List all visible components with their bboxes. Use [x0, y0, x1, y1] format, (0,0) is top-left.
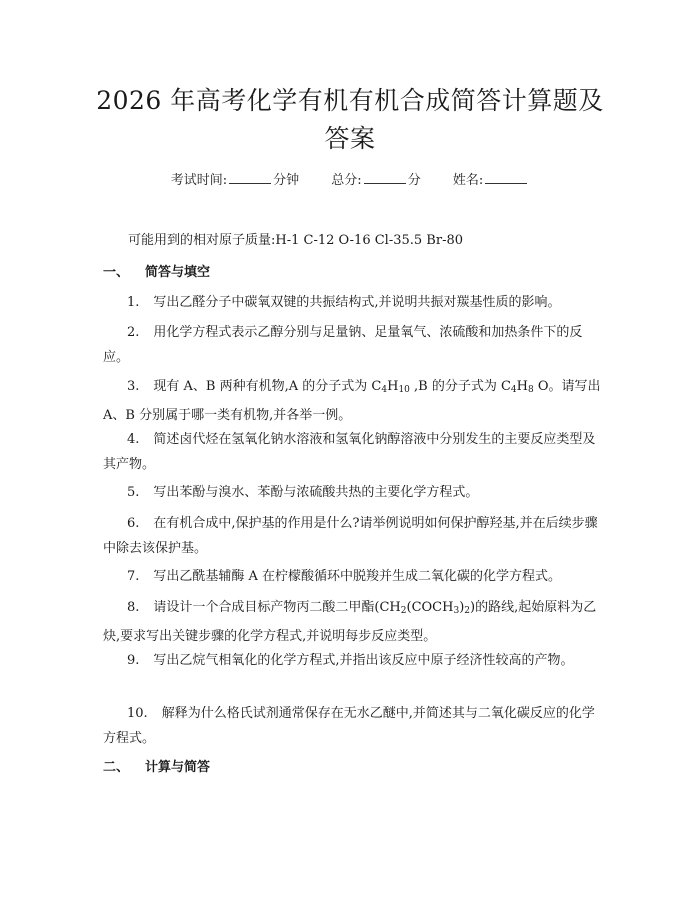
question-number: 7.: [127, 569, 140, 584]
question-text: 写出乙醛分子中碳氧双键的共振结构式,并说明共振对羰基性质的影响。: [153, 295, 561, 310]
question-7: [103, 564, 601, 589]
name-field: [453, 169, 529, 188]
question-text: 写出乙烷气相氧化的化学方程式,并指出该反应中原子经济性较高的产物。: [153, 653, 574, 668]
time-unit: 分钟: [273, 173, 300, 188]
question-number: 8.: [127, 600, 140, 615]
section-1-number: 一、: [103, 265, 130, 280]
time-blank[interactable]: [229, 171, 271, 184]
question-5: [103, 480, 601, 505]
score-field: [331, 169, 420, 188]
atomic-mass-note: 可能用到的相对原子质量:H-1 C-12 O-16 Cl-35.5 Br-80: [128, 233, 464, 248]
question-6: [103, 511, 601, 561]
question-text: 在有机合成中,保护基的作用是什么?请举例说明如何保护醇羟基,并在后续步骤中除去该保护基。: [103, 516, 598, 556]
score-label: 总分:: [331, 173, 362, 188]
name-blank[interactable]: [485, 171, 527, 184]
time-field: [171, 169, 299, 188]
text-part: )的路线,起始原料为乙炔,要求写出关键步骤的化学方程式,并说明每步反应类型。: [103, 600, 597, 644]
question-1: [103, 290, 601, 315]
document-title: [70, 82, 630, 158]
subscript: 4: [510, 385, 517, 395]
question-number: 1.: [127, 295, 140, 310]
subscript: 2: [400, 606, 407, 616]
question-text: 简述卤代烃在氢氧化钠水溶液和氢氧化钠醇溶液中分别发生的主要反应类型及其产物。: [103, 432, 596, 472]
name-label: 姓名:: [452, 173, 484, 188]
text-part: H: [516, 379, 528, 394]
section-1-title: 简答与填空: [145, 265, 211, 280]
time-label: 考试时间:: [170, 173, 228, 188]
title-line-1: 2026 年高考化学有机有机合成简答计算题及: [96, 86, 604, 115]
text-part: 现有 A、B 两种有机物,A 的分子式为 C: [153, 379, 382, 394]
section-2-title: 计算与简答: [145, 760, 211, 775]
question-number: 6.: [127, 516, 140, 531]
subscript: 2: [464, 606, 471, 616]
section-2-heading: [103, 756, 210, 775]
question-text: 写出乙酰基辅酶 A 在柠檬酸循环中脱羧并生成二氧化碳的化学方程式。: [153, 569, 562, 584]
subscript: 10: [398, 385, 410, 395]
question-3: [103, 374, 601, 428]
question-text: 用化学方程式表示乙醇分别与足量钠、足量氧气、浓硫酸和加热条件下的反应。: [103, 325, 583, 365]
question-10: [103, 701, 601, 751]
text-part: 请设计一个合成目标产物丙二酸二甲酯(CH: [153, 600, 401, 615]
question-number: 2.: [127, 325, 140, 340]
question-number: 4.: [127, 432, 140, 447]
question-8: [103, 595, 601, 649]
question-text: 解释为什么格氏试剂通常保存在无水乙醚中,并简述其与二氧化碳反应的化学方程式。: [103, 706, 595, 746]
subscript: 8: [528, 385, 534, 395]
text-part: H: [387, 379, 399, 394]
text-part: ,B 的分子式为 C: [409, 379, 511, 394]
question-9: [103, 648, 601, 673]
title-line-2: 答案: [324, 124, 376, 153]
section-1-heading: [103, 261, 210, 280]
question-4: [103, 427, 601, 477]
question-number: 10.: [127, 706, 148, 721]
text-part: (COCH: [406, 600, 454, 615]
question-number: 9.: [127, 653, 140, 668]
question-number: 5.: [127, 485, 140, 500]
subscript: 4: [381, 385, 388, 395]
exam-info-line: [0, 169, 700, 188]
section-2-number: 二、: [103, 760, 130, 775]
question-text: [103, 379, 601, 423]
subscript: 3: [453, 606, 460, 616]
score-unit: 分: [407, 173, 421, 188]
text-part: ): [459, 600, 465, 615]
question-text: 写出苯酚与溴水、苯酚与浓硫酸共热的主要化学方程式。: [153, 485, 479, 500]
question-number: 3.: [127, 379, 140, 394]
question-text: [103, 600, 596, 644]
question-2: [103, 320, 601, 370]
text-part: O。请写出 A、B 分别属于哪一类有机物,并各举一例。: [103, 379, 601, 423]
score-blank[interactable]: [364, 171, 406, 184]
